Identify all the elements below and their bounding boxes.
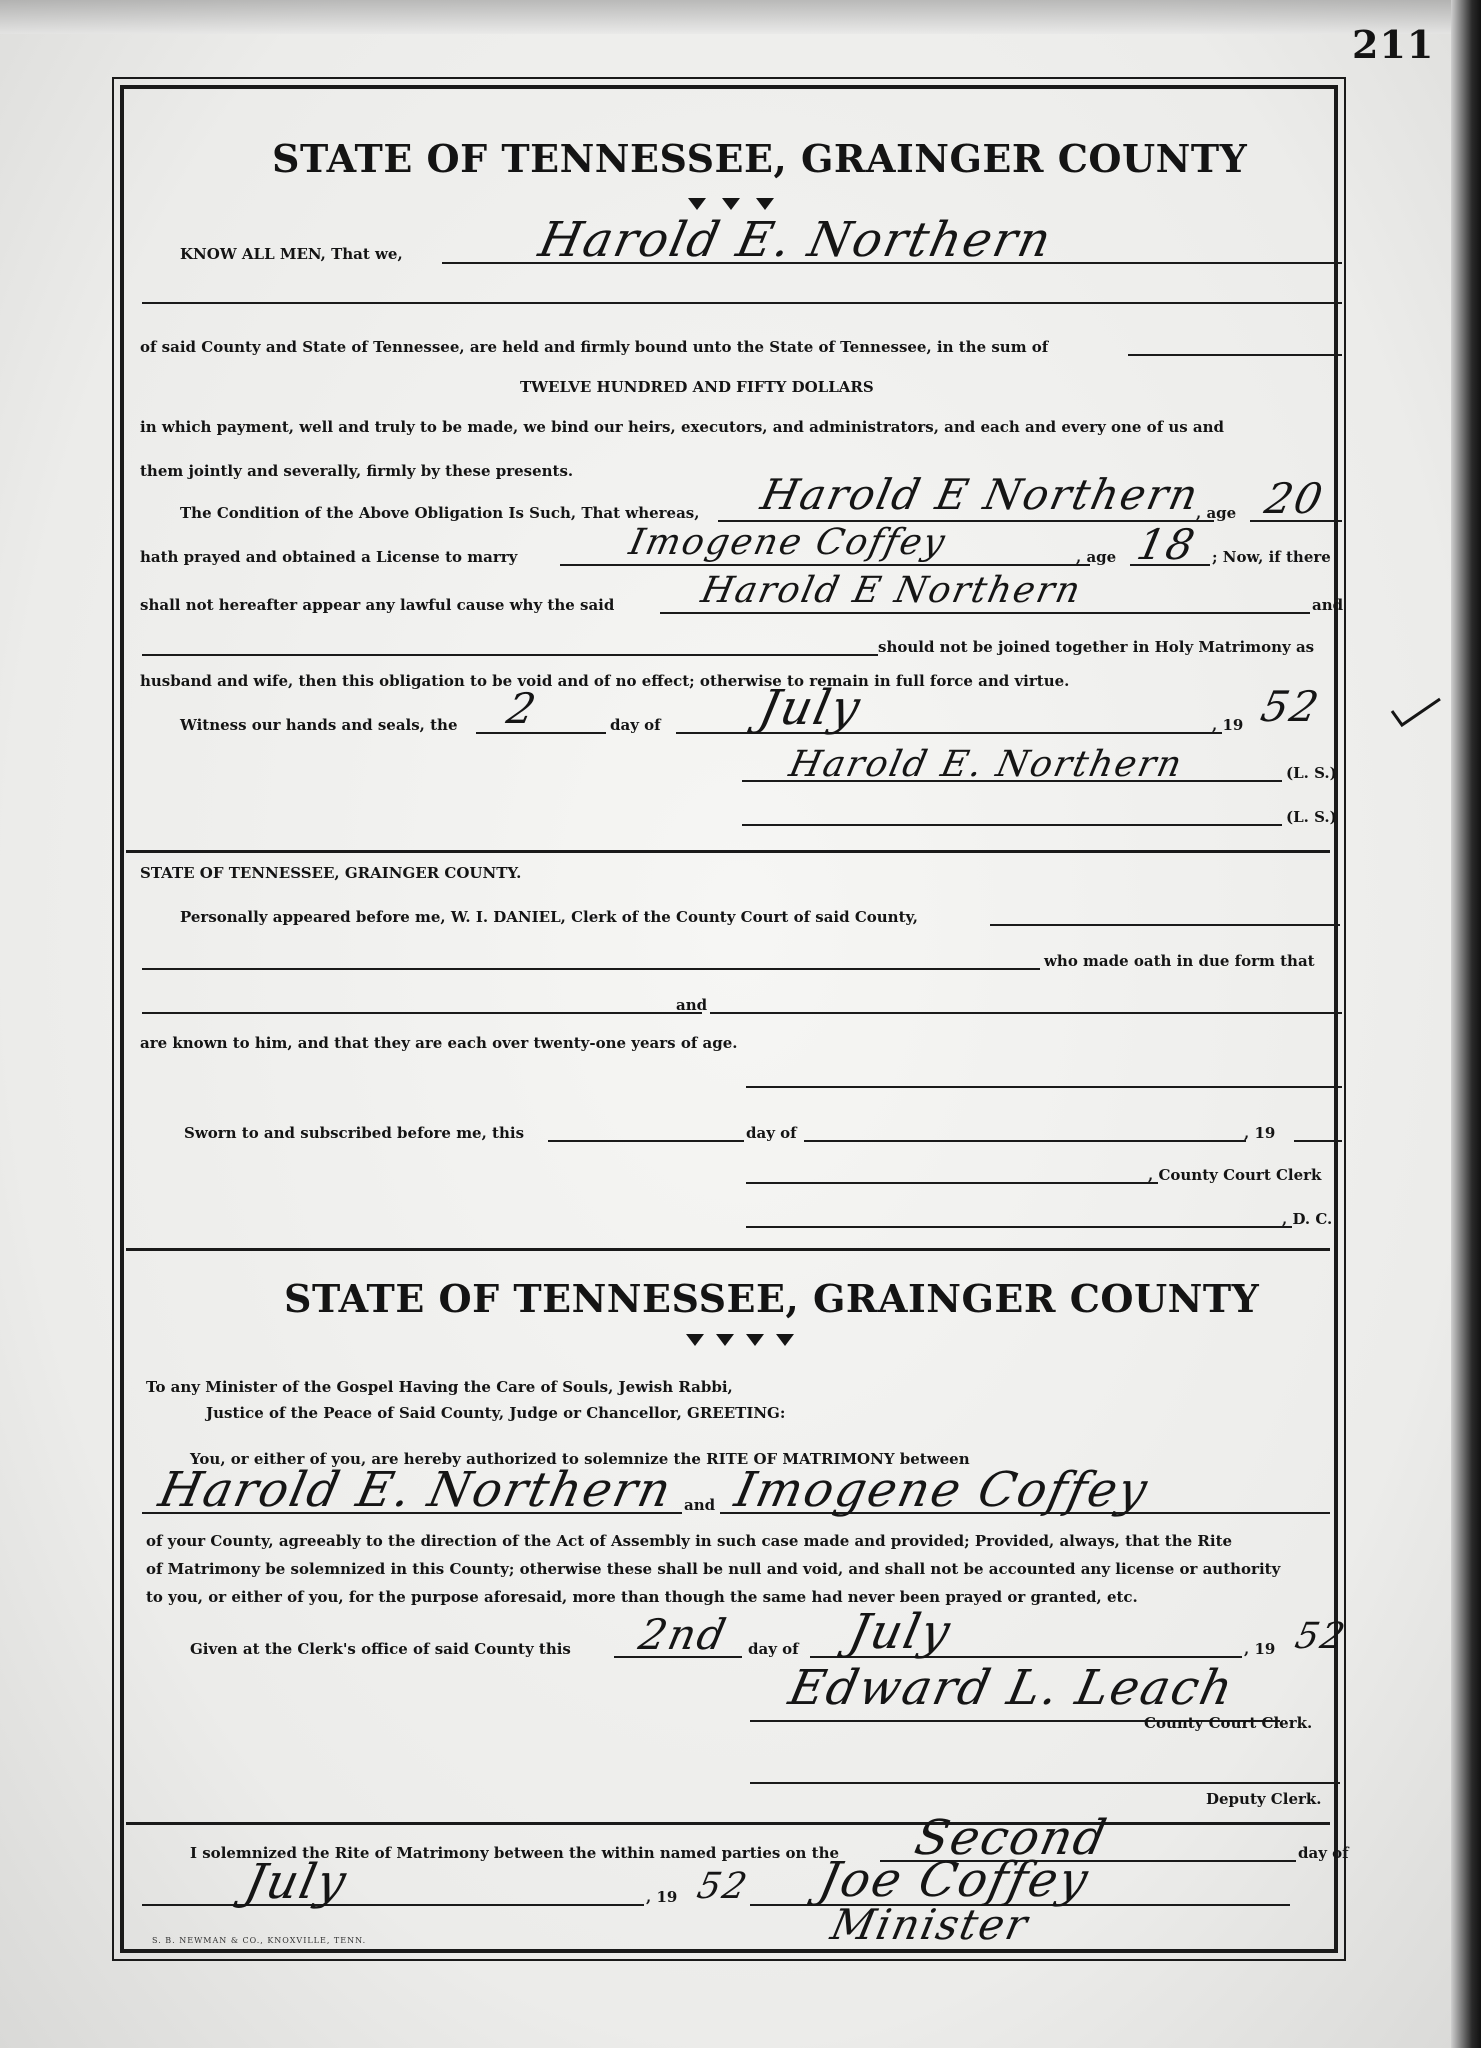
day-of-label: day of xyxy=(610,716,661,734)
license-body-3: to you, or either of you, for the purpose aforesaid, more than though the same had never been prayed or granted, etc. xyxy=(146,1588,1138,1606)
sum-line xyxy=(1128,354,1342,356)
blank-line xyxy=(746,1086,1342,1088)
age-label: , age xyxy=(1196,504,1237,522)
to-any-text-1: To any Minister of the Gospel Having the Care of Souls, Jewish Rabbi, xyxy=(146,1378,733,1396)
officiant-title-handwritten: Minister xyxy=(826,1900,1034,1949)
section-divider xyxy=(126,1822,1330,1825)
solemn-day-handwritten: Second xyxy=(910,1810,1113,1866)
license-bride-handwritten: Imogene Coffey xyxy=(730,1462,1154,1518)
known-text: are known to him, and that they are each over twenty-one years of age. xyxy=(140,1034,738,1052)
solemn-month-line xyxy=(142,1904,644,1906)
dc-label: , D. C. xyxy=(1282,1210,1333,1228)
blank-line xyxy=(710,1012,1342,1014)
given-day-handwritten: 2nd xyxy=(634,1610,732,1659)
made-oath-text: who made oath in due form that xyxy=(1044,952,1315,970)
year-prefix: , 19 xyxy=(1212,716,1244,734)
age-label-2: , age xyxy=(1076,548,1117,566)
solemnized-text: I solemnized the Rite of Matrimony between the within named parties on the xyxy=(190,1844,840,1862)
clerk-signature-handwritten: Edward L. Leach xyxy=(784,1660,1240,1716)
day-of-label: day of xyxy=(746,1124,797,1142)
license-to-marry-text: hath prayed and obtained a License to marry xyxy=(140,548,518,566)
lawful-cause-text: shall not hereafter appear any lawful cause why the said xyxy=(140,596,615,614)
sworn-year-line xyxy=(1294,1140,1342,1142)
held-bound-text: of said County and State of Tennessee, are held and firmly bound unto the State of Tennessee, in the sum of xyxy=(140,338,1049,356)
year-prefix: , 19 xyxy=(1244,1124,1276,1142)
and-label: and xyxy=(676,996,708,1014)
dc-line xyxy=(746,1226,1292,1228)
ornament-triangle xyxy=(756,198,774,210)
blank-line xyxy=(142,302,1342,304)
county-court-clerk-label: County Court Clerk. xyxy=(1144,1714,1313,1732)
signature-line-2 xyxy=(742,824,1282,826)
day-of-label: day of xyxy=(1298,1844,1349,1862)
said-name-line xyxy=(660,612,1310,614)
ornament-triangle xyxy=(776,1334,794,1346)
bride-name-handwritten: Imogene Coffey xyxy=(625,522,951,563)
section-divider xyxy=(126,850,1330,853)
to-any-text-2: Justice of the Peace of Said County, Judge or Chancellor, GREETING: xyxy=(206,1404,786,1422)
check-mark-icon xyxy=(1388,695,1444,729)
ornament-triangle xyxy=(746,1334,764,1346)
given-text: Given at the Clerk's office of said County this xyxy=(190,1640,571,1658)
sum-text: TWELVE HUNDRED AND FIFTY DOLLARS xyxy=(520,378,874,396)
blank-line xyxy=(990,924,1340,926)
not-joined-text: should not be joined together in Holy Matrimony as xyxy=(878,638,1315,656)
sworn-month-line xyxy=(804,1140,1246,1142)
payment-text-1: in which payment, well and truly to be made, we bind our heirs, executors, and administrators, and each and every one of us and xyxy=(140,418,1225,436)
bride-name-line xyxy=(560,564,1090,566)
groom-name-handwritten: Harold E Northern xyxy=(756,470,1204,519)
sworn-text: Sworn to and subscribed before me, this xyxy=(184,1124,525,1142)
witness-text: Witness our hands and seals, the xyxy=(180,716,458,734)
witness-day-handwritten: 2 xyxy=(502,684,542,733)
witness-day-line xyxy=(476,732,606,734)
deputy-clerk-line xyxy=(750,1782,1340,1784)
signature-handwritten: Harold E. Northern xyxy=(785,744,1188,785)
officiant-handwritten: Joe Coffey xyxy=(814,1852,1095,1908)
scan-shadow-top xyxy=(0,0,1481,34)
payment-text-2: them jointly and severally, firmly by these presents. xyxy=(140,462,574,480)
husband-wife-text: husband and wife, then this obligation to be void and of no effect; otherwise to remain in full force and virtue. xyxy=(140,672,1070,690)
affidavit-heading: STATE OF TENNESSEE, GRAINGER COUNTY. xyxy=(140,864,522,882)
license-body-2: of Matrimony be solemnized in this County; otherwise these shall be null and void, and shall not be accounted any license or authority xyxy=(146,1560,1281,1578)
county-clerk-line xyxy=(746,1182,1158,1184)
scan-edge-right xyxy=(1451,0,1481,2048)
license-groom-handwritten: Harold E. Northern xyxy=(154,1462,678,1518)
ls-label-1: (L. S.) xyxy=(1286,764,1337,782)
blank-line xyxy=(142,968,1040,970)
witness-month-handwritten: July xyxy=(754,680,867,736)
printer-imprint: S. B. NEWMAN & CO., KNOXVILLE, TENN. xyxy=(152,1936,367,1945)
solemn-year-handwritten: 52 xyxy=(693,1866,753,1907)
section-divider xyxy=(126,1248,1330,1251)
day-of-label: day of xyxy=(748,1640,799,1658)
bride-age-handwritten: 18 xyxy=(1132,520,1201,569)
said-name-handwritten: Harold E Northern xyxy=(697,570,1086,611)
ornament-triangle xyxy=(688,198,706,210)
groom-age-handwritten: 20 xyxy=(1260,474,1329,523)
solemn-month-handwritten: July xyxy=(240,1854,353,1910)
know-all-men-label: KNOW ALL MEN, That we, xyxy=(180,245,403,263)
authorized-text: You, or either of you, are hereby authorized to solemnize the RITE OF MATRIMONY between xyxy=(190,1450,970,1468)
ornament-triangle xyxy=(722,198,740,210)
ls-label-2: (L. S.) xyxy=(1286,808,1337,826)
bond-heading: STATE OF TENNESSEE, GRAINGER COUNTY xyxy=(272,136,1248,181)
condition-text: The Condition of the Above Obligation Is Such, That whereas, xyxy=(180,504,700,522)
blank-line xyxy=(142,1012,702,1014)
given-month-handwritten: July xyxy=(844,1604,957,1660)
and-label: and xyxy=(684,1496,716,1514)
given-year-handwritten: 52 xyxy=(1291,1616,1351,1657)
principal-name-handwritten: Harold E. Northern xyxy=(534,212,1058,268)
appeared-text: Personally appeared before me, W. I. DANIEL, Clerk of the County Court of said County, xyxy=(180,908,919,926)
witness-year-handwritten: 52 xyxy=(1256,682,1325,731)
ornament-triangle xyxy=(686,1334,704,1346)
blank-line xyxy=(142,654,878,656)
and-label: and xyxy=(1312,596,1344,614)
county-clerk-label: , County Court Clerk xyxy=(1148,1166,1322,1184)
license-heading: STATE OF TENNESSEE, GRAINGER COUNTY xyxy=(284,1276,1260,1321)
ornament-triangle xyxy=(716,1334,734,1346)
year-prefix: , 19 xyxy=(646,1888,678,1906)
deputy-clerk-label: Deputy Clerk. xyxy=(1206,1790,1322,1808)
license-body-1: of your County, agreeably to the direction of the Act of Assembly in such case made and provided; Provided, always, that the Rite xyxy=(146,1532,1233,1550)
year-prefix: , 19 xyxy=(1244,1640,1276,1658)
sworn-day-line xyxy=(548,1140,744,1142)
now-if-text: ; Now, if there xyxy=(1212,548,1331,566)
page-number: 211 xyxy=(1352,22,1435,67)
